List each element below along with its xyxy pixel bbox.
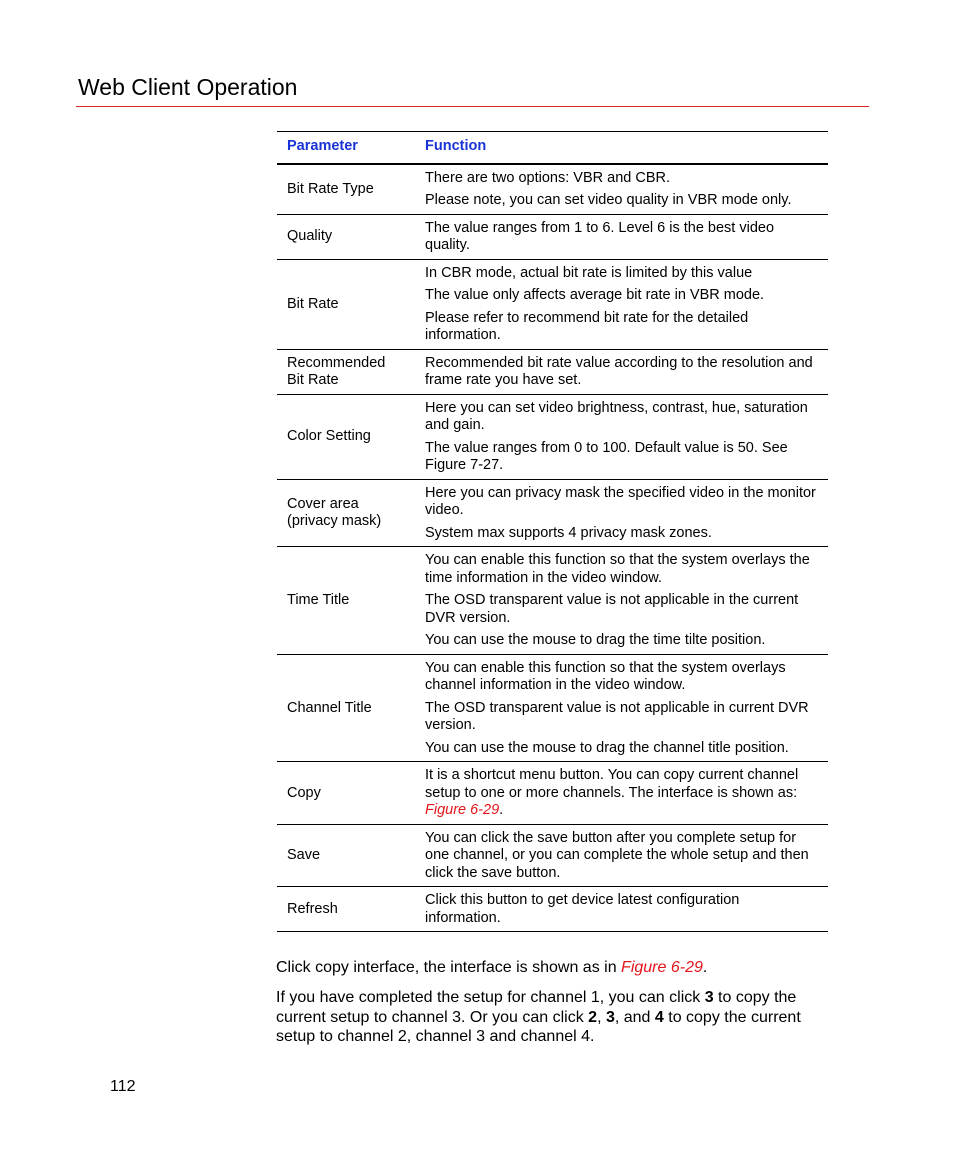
function-text: Please note, you can set video quality in VBR mode only. [425, 192, 792, 208]
function-cell [415, 164, 828, 215]
table-row [277, 762, 828, 825]
header-divider [76, 106, 869, 107]
parameter-cell: Color Setting [277, 394, 415, 479]
function-line [425, 892, 818, 927]
table-row [277, 259, 828, 349]
function-line [425, 192, 818, 210]
paragraph-text: , [597, 1008, 606, 1026]
function-text: The OSD transparent value is not applicable in current DVR version. [425, 699, 809, 733]
function-text: You can enable this function so that the system overlays the time information in the video window. [425, 552, 810, 586]
paragraph-text: to copy the current setup to channel 2, channel 3 and channel 4. [276, 1008, 801, 1045]
function-line [425, 440, 818, 475]
paragraph-text: to copy the current setup to channel 3. Or you can click [276, 989, 797, 1026]
function-line [425, 265, 818, 283]
function-cell [415, 547, 828, 655]
function-text: In CBR mode, actual bit rate is limited by this value [425, 264, 753, 281]
function-line [425, 632, 818, 650]
channel-number: 2 [588, 1008, 598, 1026]
function-text-suffix: . [499, 802, 504, 818]
function-cell [415, 762, 828, 825]
page-number: 112 [110, 1078, 136, 1095]
function-line [425, 355, 818, 390]
parameter-cell: Refresh [277, 887, 415, 932]
function-line [425, 592, 818, 627]
paragraph-text: , and [614, 1008, 655, 1026]
channel-number: 3 [605, 1008, 615, 1026]
function-line [425, 740, 818, 758]
copy-interface-paragraph [276, 958, 841, 978]
table-row [277, 654, 828, 762]
table-row [277, 164, 828, 215]
function-line [425, 170, 818, 188]
copy-instructions-paragraph [276, 988, 841, 1047]
function-line [425, 830, 818, 883]
function-line [425, 485, 818, 520]
function-cell [415, 479, 828, 547]
paragraph-suffix: . [702, 959, 708, 976]
parameter-cell: Time Title [277, 547, 415, 655]
function-line [425, 767, 818, 820]
table-row [277, 394, 828, 479]
table-row [277, 349, 828, 394]
function-line [425, 400, 818, 435]
parameter-cell: Quality [277, 214, 415, 259]
function-text: You can use the mouse to drag the time tilte position. [425, 632, 766, 648]
column-header-parameter: Parameter [277, 132, 415, 164]
function-cell [415, 824, 828, 887]
function-text: You can use the mouse to drag the channel title position. [425, 739, 789, 756]
table-body [277, 164, 828, 932]
table-row [277, 824, 828, 887]
parameter-cell: Channel Title [277, 654, 415, 762]
function-text: There are two options: VBR and CBR. [425, 169, 671, 186]
function-text: Click this button to get device latest configuration information. [425, 892, 740, 926]
function-text: Please refer to recommend bit rate for the detailed information. [425, 309, 749, 343]
parameter-cell: Bit Rate [277, 259, 415, 349]
function-text: System max supports 4 privacy mask zones. [425, 524, 712, 541]
function-text: Here you can privacy mask the specified video in the monitor video. [425, 484, 816, 518]
function-text: The value only affects average bit rate in VBR mode. [425, 287, 765, 303]
function-text: Here you can set video brightness, contrast, hue, saturation and gain. [425, 399, 808, 433]
parameter-cell: Copy [277, 762, 415, 825]
function-cell [415, 214, 828, 259]
function-cell [415, 654, 828, 762]
channel-number: 4 [654, 1008, 664, 1026]
function-line [425, 287, 818, 305]
page-header-title: Web Client Operation [78, 74, 298, 100]
function-cell [415, 349, 828, 394]
function-cell [415, 394, 828, 479]
figure-link[interactable]: Figure 6-29 [425, 802, 500, 818]
function-text: The value ranges from 1 to 6. Level 6 is the best video quality. [425, 219, 775, 253]
function-line [425, 660, 818, 695]
parameter-cell: Bit Rate Type [277, 164, 415, 215]
function-line [425, 552, 818, 587]
function-line [425, 700, 818, 735]
paragraph-text: If you have completed the setup for channel 1, you can click [276, 989, 705, 1006]
function-text: The OSD transparent value is not applicable in the current DVR version. [425, 592, 799, 626]
table-row [277, 479, 828, 547]
table-row [277, 214, 828, 259]
function-text: Recommended bit rate value according to the resolution and frame rate you have set. [425, 354, 813, 388]
parameter-table [277, 131, 828, 932]
function-line [425, 310, 818, 345]
column-header-function: Function [415, 132, 828, 164]
parameter-cell: Recommended Bit Rate [277, 349, 415, 394]
table-row [277, 887, 828, 932]
function-text: The value ranges from 0 to 100. Default value is 50. See Figure 7-27. [425, 439, 788, 473]
channel-number: 3 [704, 989, 714, 1006]
function-text: It is a shortcut menu button. You can copy current channel setup to one or more channels. The interface is shown as: [425, 767, 799, 801]
function-text: You can click the save button after you complete setup for one channel, or you can complete the whole setup and then click the save button. [425, 829, 809, 881]
table-row [277, 547, 828, 655]
function-line [425, 525, 818, 543]
paragraph-text: Click copy interface, the interface is shown as in [276, 959, 622, 976]
table-header-row [277, 132, 828, 164]
function-cell [415, 259, 828, 349]
function-cell [415, 887, 828, 932]
parameter-cell: Save [277, 824, 415, 887]
function-line [425, 220, 818, 255]
figure-link[interactable]: Figure 6-29 [621, 959, 703, 976]
parameter-cell: Cover area (privacy mask) [277, 479, 415, 547]
function-text: You can enable this function so that the system overlays channel information in the video window. [425, 659, 786, 693]
